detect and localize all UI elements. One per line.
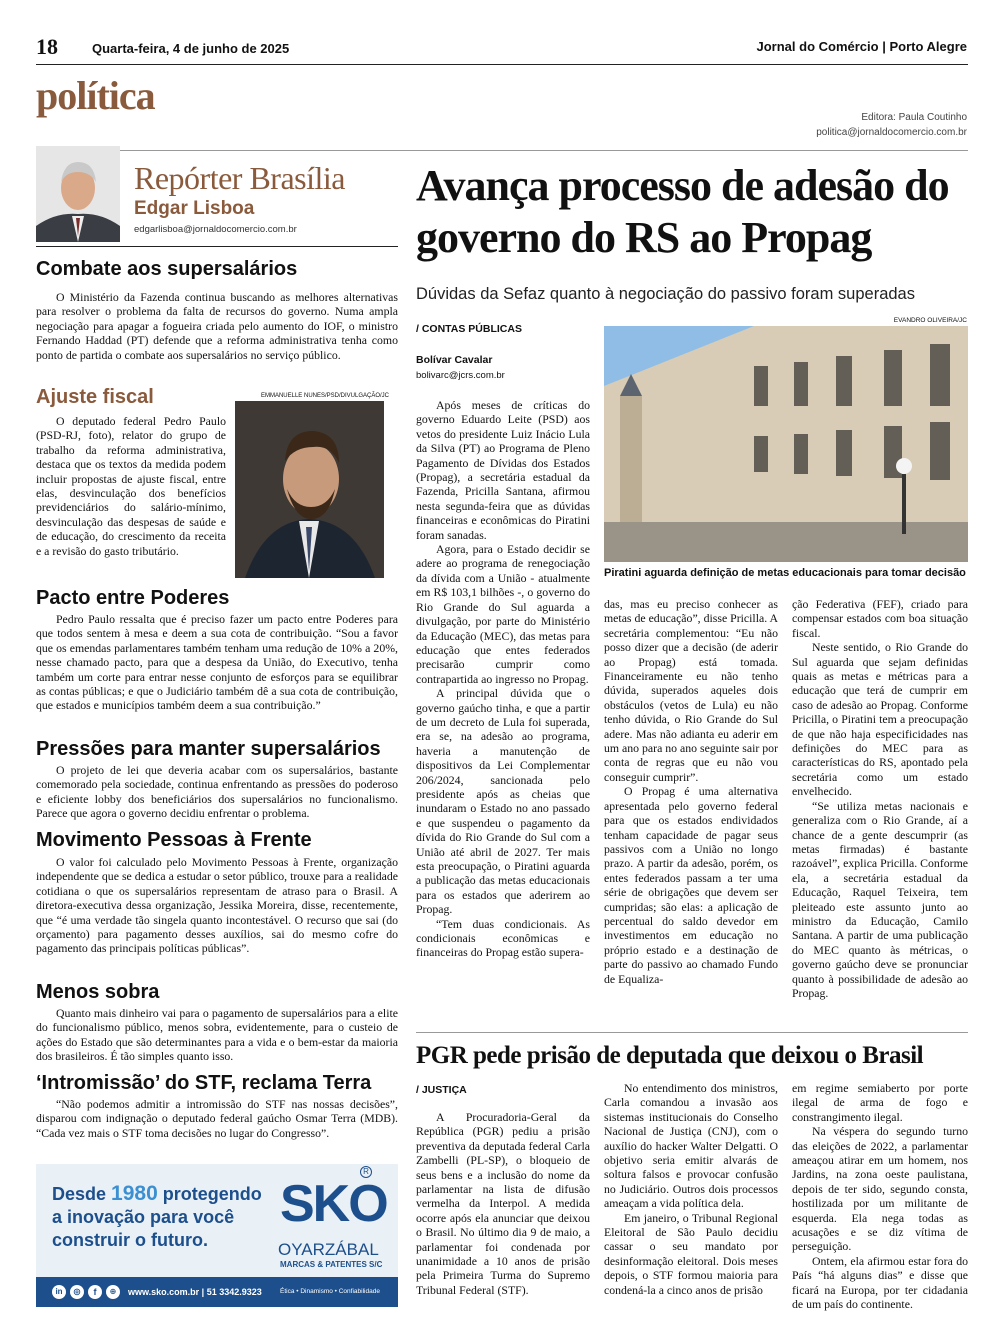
column-text-2: O deputado federal Pedro Paulo (PSD-RJ, foto), relator do grupo de trabalho da reforma administrativa, destaca que os textos da medida podem incluir propostas de ajuste fiscal, entre elas, desvinculação dos benefícios previdenciários do salário-mínimo, desvinculação das despesas de saúde e de educação, do crescimento da receita e a revisão do gasto tributário.: [36, 414, 226, 558]
columnist-portrait: [36, 146, 120, 242]
main-subhead: Dúvidas da Sefaz quanto à negociação do passivo foram superadas: [416, 285, 915, 303]
main-author-email: bolivarc@jcrs.com.br: [416, 370, 505, 381]
column-author-email: edgarlisboa@jornaldocomercio.com.br: [134, 224, 297, 235]
column-text-6: Quanto mais dinheiro vai para o pagamento de supersalários para a elite do funcionalismo público, menos sobra, evidentemente, para o custeio de ações do Estado que são determinantes para a vida e o bem-estar da maioria dos brasileiros. É tão simples quanto isso.: [36, 1006, 398, 1064]
ad-tagline: Ética • Dinamismo • Confiabilidade: [280, 1288, 380, 1295]
instagram-icon[interactable]: ◎: [70, 1285, 84, 1299]
paragraph: das, mas eu preciso conhecer as metas de educação”, disse Pricilla. A secretária complementou: “Eu não posso dizer que a decisão (de aderir ao Propag) está tomada. Financeiramente eu não tenho dúvida, superados aqueles dois obstáculos (vetos de Lula) eu não tenho dúvida, o Rio Grande do Sul adere. Mas não adianta eu aderir em um ano para no ano seguinte sair por conta de regras que eu não vou conseguir cumprir”.: [604, 597, 778, 784]
ad-contact[interactable]: www.sko.com.br | 51 3342.9323: [128, 1287, 262, 1297]
paragraph: Em janeiro, o Tribunal Regional Eleitoral de São Paulo decidiu cassar o seu mandato por desinformação eleitoral. Dois meses depois, o STF formou maioria para condená-la a cinco anos de prisão: [604, 1210, 778, 1297]
column-text-5: O valor foi calculado pelo Movimento Pessoas à Frente, organização independente que se dedica a estudar o setor público, trouxe para a realidade cotidiana o que os supersalários representam de atraso para o Brasil. A diretora-executiva dessa organização, Jessika Moreira, disse, recentemente, que “é uma verdade tão singela quanto incontestável. O recurso que sai (do orçamento) para pagamento desses auxílios, sai do mesmo cofre do pagamento das principais políticas públicas”.: [36, 855, 398, 956]
piratini-palace-photo: [604, 326, 968, 562]
ad-brand-logo: SKO: [280, 1175, 387, 1233]
column-heading-4: Pressões para manter supersalários: [36, 738, 381, 760]
ad-brand-name: OYARZÁBAL: [278, 1240, 379, 1259]
main-photo-credit: EVANDRO OLIVEIRA/JC: [893, 317, 967, 324]
ad-contact-bar: [36, 1277, 398, 1307]
issue-date: Quarta-feira, 4 de junho de 2025: [92, 41, 290, 56]
second-headline: PGR pede prisão de deputada que deixou o Brasil: [416, 1042, 924, 1069]
column-heading-2: Ajuste fiscal: [36, 386, 154, 408]
registered-icon: R: [360, 1166, 372, 1178]
editor-name: Editora: Paula Coutinho: [861, 112, 967, 123]
main-column-2: [604, 597, 778, 986]
paragraph: Na véspera do segundo turno das eleições de 2022, a parlamentar ameaçou atirar em um homem, nos Jardins, na zona oeste paulistana, depois de ter sido, segundo consta, hostilizada por um militante de esquerda. Ela nega todas as acusações e se diz vítima de perseguição.: [792, 1124, 968, 1254]
main-headline: Avança processo de adesão do governo do RS ao Propag: [416, 161, 949, 262]
main-kicker: / CONTAS PÚBLICAS: [416, 323, 522, 335]
ad-brand-sub: MARCAS & PATENTES S/C: [280, 1260, 383, 1269]
column-text-7: “Não podemos admitir a intromissão do STF nas nossas decisões”, disparou com indignação o deputado federal gaúcho Osmar Terra (MDB). “Cada vez mais o STF toma decisões no lugar do Congresso”.: [36, 1097, 398, 1140]
column-author: Edgar Lisboa: [134, 198, 255, 219]
column-text-4: O projeto de lei que deveria acabar com os supersalários, bastante comemorado pela sociedade, continua enfrentando as pressões do poderoso e eficiente lobby dos beneficiários dos supersalários no funcionalismo. Parece que agora o governo decidiu enfrentar o problema.: [36, 763, 398, 821]
paragraph: A Procuradoria-Geral da República (PGR) pediu a prisão preventiva da deputada federal Carla Zambelli (PL-SP), o bloqueio de seus bens e a inclusão do nome da parlamentar na lista de difusão vermelha da Interpol. A medida ocorre após ela anunciar que deixou o Brasil. No último dia 9 de maio, a parlamentar foi condenada por unanimidade a 10 anos de prisão pela Primeira Turma do Supremo Tribunal Federal (STF).: [416, 1110, 590, 1297]
column-heading-1: Combate aos supersalários: [36, 258, 298, 280]
column-heading-6: Menos sobra: [36, 981, 160, 1003]
editor-info: [816, 110, 967, 140]
paragraph: ção Federativa (FEF), criado para compensar estados com boa situação fiscal.: [792, 597, 968, 640]
paragraph: No entendimento dos ministros, Carla comandou a invasão aos sistemas institucionais do Conselho Nacional de Justiça (CNJ), com o auxílio do hacker Walter Delgatti. O objetivo seria emitir alvarás de soltura falsos e provocar confusão no Judiciário. Outros dois processos ameaçam a vida política dela.: [604, 1081, 778, 1211]
column-text-3: Pedro Paulo ressalta que é preciso fazer um pacto entre Poderes para que todos sentem à mesa e deem a sua cota de contribuição. “Sou a favor que os emendas parlamentares também tenham uma redução de 10% a 20%, nesse chamado pacto, para que a despesa da União, do Executivo, tenha também um corte para entrar nesse conjunto de esforços para se equilibrar as contas públicas; e que o Judiciário também dê a sua cota de contribuição, que estados e municípios também deem a sua contribuição.”: [36, 612, 398, 713]
paragraph: “Tem duas condicionais. As condicionais econômicas e financeiras do Propag estão supera-: [416, 916, 590, 960]
paragraph: Neste sentido, o Rio Grande do Sul aguarda que sejam definidas quais as metas e métricas para a educação que terá de cumprir em caso de adesão ao Propag. Conforme Pricilla, o Piratini tem a preocupação de que não haja especificidades nas definições do MEC para as características do RS, apontado pela secretária como um estado envelhecido.: [792, 640, 968, 799]
facebook-icon[interactable]: f: [88, 1285, 102, 1299]
column-heading-3: Pacto entre Poderes: [36, 587, 230, 609]
publication-name: Jornal do Comércio | Porto Alegre: [756, 39, 967, 54]
second-column-3: [792, 1081, 968, 1312]
main-photo-caption: Piratini aguarda definição de metas educacionais para tomar decisão: [604, 567, 966, 579]
main-column-1: [416, 398, 590, 960]
column-title: Repórter Brasília: [134, 160, 345, 196]
linkedin-icon[interactable]: in: [52, 1285, 66, 1299]
paragraph: “Se utiliza metas nacionais e generaliza com o Rio Grande, aí a chance de a gente descumprir (as metas firmadas) é bastante razoável”, explica Pricilla. Conforme ela, a secretária estadual da Educação, Raquel Teixeira, tem pleiteado este assunto junto ao ministro da Educação, Camilo Santana. A partir de uma publicação do MEC quanto às métricas, o governo gaúcho deve se pronunciar quanto à possibilidade de adesão ao Propag.: [792, 798, 968, 1000]
paragraph: em regime semiaberto por porte ilegal de arma de fogo e constrangimento ilegal.: [792, 1081, 968, 1124]
paragraph: Após meses de críticas do governo Eduardo Leite (PSD) aos vetos do presidente Luiz Inácio Lula da Silva (PT) ao Programa de Pleno Pagamento de Dívidas dos Estados (Propag), a secretária estadual da Fazenda, Pricilla Santana, afirmou nesta segunda-feira que as dúvidas financeiras e econômicas do Piratini foram sanadas.: [416, 398, 590, 542]
sko-advertisement[interactable]: [36, 1164, 398, 1307]
section-title: política: [36, 73, 155, 118]
paragraph: Agora, para o Estado decidir se adere ao programa de renegociação da dívida com a União - atualmente em R$ 103,1 bilhões -, o governo do Rio Grande do Sul aguarda a divulgação, por parte do Ministério da Educação (MEC), das metas para educação que entes federados precisarão cumprir como contrapartida ao ingresso no Propag.: [416, 542, 590, 686]
column-heading-5: Movimento Pessoas à Frente: [36, 829, 312, 851]
side-photo-credit: EMMANUELLE NUNES/PSD/DIVULGAÇÃO/JC: [260, 393, 389, 399]
paragraph: A principal dúvida que o governo gaúcho tinha, e que a partir de um decreto de Lula foi superada, era se, na adesão ao programa, haveria a manutenção de dispositivos da Lei Complementar 206/2024, sancionada pelo presidente após as cheias que inundaram o Estado no ano passado e que suspendeu o pagamento da dívida do Rio Grande do Sul com a União até abril de 2027. Ter mais esta preocupação, o Piratini aguarda a publicação das metas educacionais para os estados que aderirem ao Propag.: [416, 686, 590, 917]
editor-email: politica@jornaldocomercio.com.br: [816, 127, 967, 138]
paragraph: O Propag é uma alternativa apresentada pelo governo federal para que os estados endividados tenham capacidade de pagar seus passivos com a União no longo prazo. A partir da adesão, porém, os entes federados passam a ter uma série de obrigações que devem ser cumpridas; são elas: a aplicação de percentual do saldo devedor em investimentos em educação no próprio estado e a destinação de parte do passivo ao chamado Fundo de Equaliza-: [604, 784, 778, 986]
column-text-1: O Ministério da Fazenda continua buscando as melhores alternativas para resolver o problema da falta de recursos do governo. Numa ampla negociação para apagar a fogueira criada pelo aumento do IOF, o ministro Fernando Haddad (PT) defende que a reforma administrativa tenha como ponto de partida o combate aos supersalários no serviço público.: [36, 290, 398, 362]
main-column-3: [792, 597, 968, 1000]
main-author: Bolívar Cavalar: [416, 354, 493, 366]
page-number: 18: [36, 34, 58, 59]
website-icon[interactable]: ⊕: [106, 1285, 120, 1299]
column-heading-7: ‘Intromissão’ do STF, reclama Terra: [36, 1072, 372, 1094]
deputy-photo: [235, 401, 384, 578]
second-column-1: [416, 1110, 590, 1297]
ad-year: 1980: [111, 1182, 158, 1205]
paragraph: Ontem, ela afirmou estar fora do País “há alguns dias” e disse que ficará na Europa, por ter cidadania de um país do continente.: [792, 1253, 968, 1312]
ad-slogan: Desde 1980 protegendo a inovação para você construir o futuro.: [52, 1182, 262, 1250]
second-column-2: [604, 1081, 778, 1297]
second-kicker: / JUSTIÇA: [416, 1084, 467, 1096]
